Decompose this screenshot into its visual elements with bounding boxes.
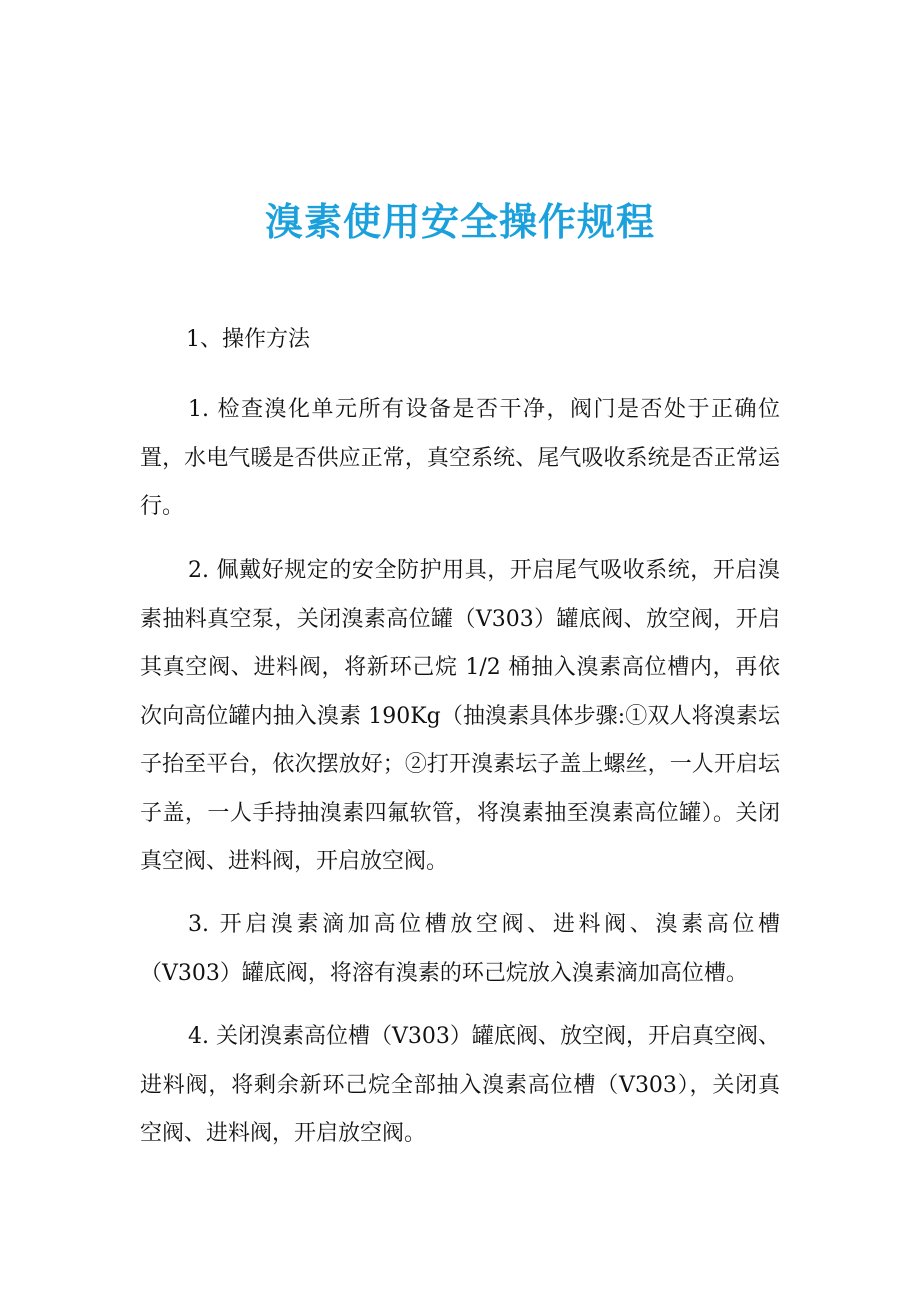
paragraph-step-2: 2. 佩戴好规定的安全防护用具，开启尾气吸收系统，开启溴素抽料真空泵，关闭溴素高位罐（V303）罐底阀、放空阀，开启其真空阀、进料阀，将新环己烷 1/2 桶抽入溴素高位槽内，再依次向高位罐内抽入溴素 190Kg（抽溴素具体步骤:①双人将溴素坛子抬至平台，依次摆放好；②打开溴素坛子盖上螺丝，一人开启坛子盖，一人手持抽溴素四氟软管，将溴素抽至溴素高位罐）。关闭真空阀、进料阀，开启放空阀。 bbox=[140, 558, 780, 874]
paragraph-step-3: 3. 开启溴素滴加高位槽放空阀、进料阀、溴素高位槽（V303）罐底阀，将溶有溴素的环己烷放入溴素滴加高位槽。 bbox=[140, 912, 780, 986]
document-title: 溴素使用安全操作规程 bbox=[264, 200, 655, 244]
paragraph-step-4: 4. 关闭溴素高位槽（V303）罐底阀、放空阀，开启真空阀、进料阀，将剩余新环己烷全部抽入溴素高位槽（V303），关闭真空阀、进料阀，开启放空阀。 bbox=[140, 1024, 780, 1146]
paragraph-step-1: 1. 检查溴化单元所有设备是否干净，阀门是否处于正确位置，水电气暖是否供应正常，真空系统、尾气吸收系统是否正常运行。 bbox=[140, 397, 780, 519]
section-heading: 1、操作方法 bbox=[186, 327, 310, 352]
